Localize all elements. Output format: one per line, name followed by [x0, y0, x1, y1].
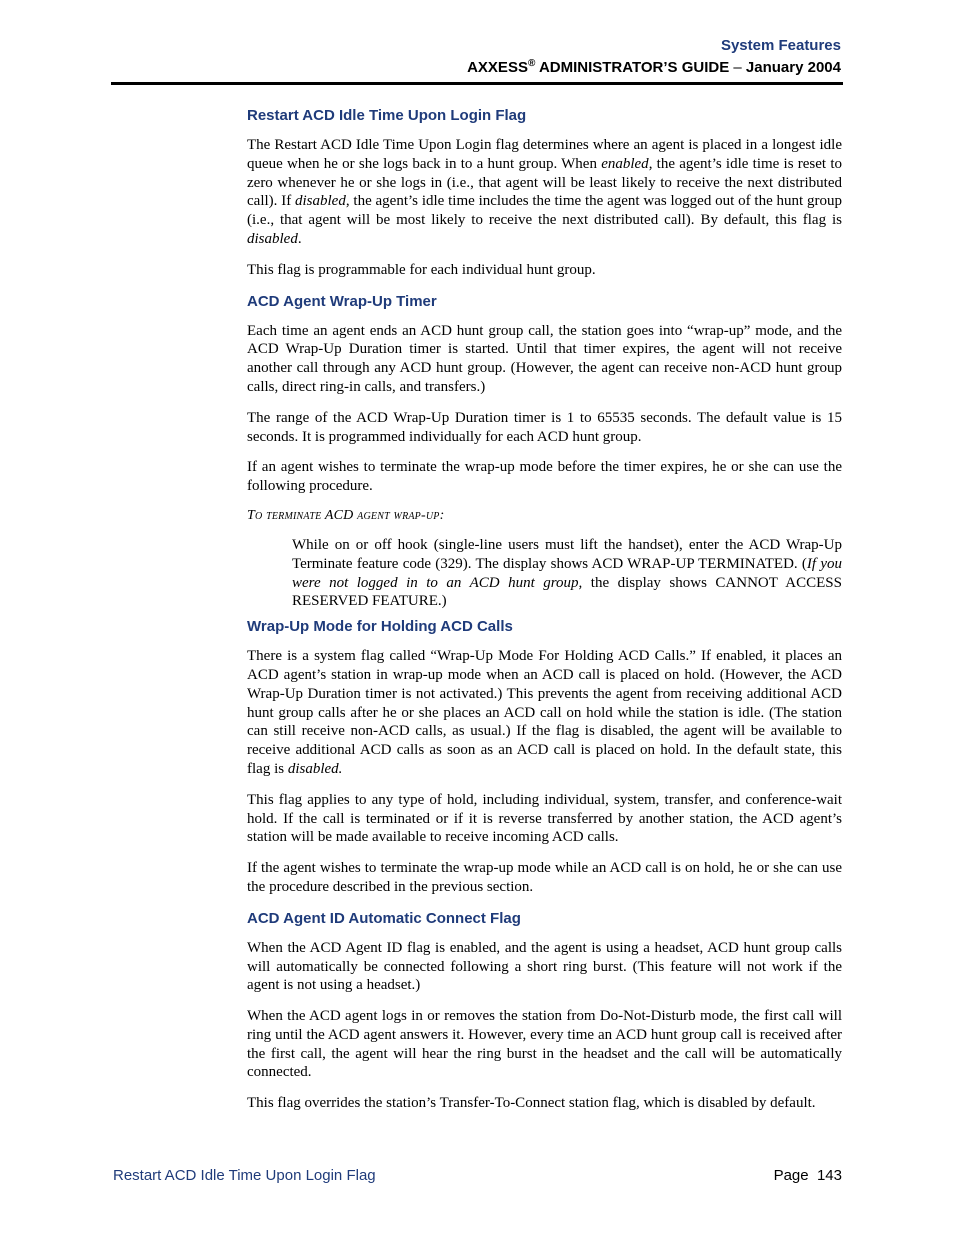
registered-mark: ® [527, 58, 536, 69]
section-title-wrapup: ACD Agent Wrap-Up Timer [247, 292, 437, 310]
wrapup-paragraph-1: Each time an agent ends an ACD hunt group call, the station goes into “wrap-up” mode, and the ACD Wrap-Up Duration timer is started. Until that timer expires, the agent will not receive another call through any ACD hunt group. (However, the agent can receive non-ACD hunt group calls, direct ring-in calls, and transfers.) [247, 322, 842, 395]
header-rule [111, 82, 843, 85]
footer-page [774, 1167, 842, 1184]
header-section-title: System Features [720, 37, 841, 54]
section-title-restart: Restart ACD Idle Time Upon Login Flag [247, 107, 527, 124]
page-number: 143 [816, 1167, 842, 1184]
emphasis: disabled [247, 230, 298, 247]
section-title-holding: Wrap-Up Mode for Holding ACD Calls [247, 618, 513, 636]
page-label: Page [773, 1167, 809, 1184]
text-run: , the agent’s idle time includes the time the agent was logged out of the hunt group (i.e., that agent will be most likely to receive the next distributed call). By default, this flag is [247, 193, 842, 229]
emphasis: disabled. [287, 760, 343, 777]
restart-paragraph-2: This flag is programmable for each individual hunt group. [247, 261, 596, 278]
procedure-step [292, 536, 842, 611]
guide-dash: – [729, 59, 746, 76]
guide-brand: AXXESS [467, 59, 528, 76]
text-run: While on or off hook (single-line users must lift the handset), enter the ACD Wrap-Up Terminate feature code (329). The display shows ACD WRAP-UP TERMINATED. ( [292, 536, 842, 572]
emphasis: enabled [601, 155, 649, 172]
restart-paragraph-1 [247, 136, 842, 249]
text-run: The Restart ACD Idle Time Upon Login flag determines where an agent is placed in a longest idle queue when he or she logs back in to a hunt group. When [247, 137, 842, 172]
holding-paragraph-3: If the agent wishes to terminate the wrap-up mode while an ACD call is on hold, he or she can use the procedure described in the previous section. [247, 860, 842, 895]
section-title-connect: ACD Agent ID Automatic Connect Flag [247, 909, 521, 927]
wrapup-paragraph-2: The range of the ACD Wrap-Up Duration timer is 1 to 65535 seconds. The default value is 15 seconds. It is programmed individually for each ACD hunt group. [247, 409, 842, 445]
holding-paragraph-2: This flag applies to any type of hold, including individual, system, transfer, and conference-wait hold. If the call is terminated or if it is reverse transferred by another station, the ACD agent’s station will be made available to receive incoming ACD calls. [247, 791, 842, 846]
connect-paragraph-2: When the ACD agent logs in or removes the station from Do-Not-Disturb mode, the first call will ring until the ACD agent answers it. However, every time an ACD hunt group call is received after the first call, the agent will hear the ring burst in the headset and the call will be automatically connected. [247, 1008, 842, 1081]
emphasis: disabled [295, 193, 346, 210]
guide-date: January 2004 [745, 59, 841, 76]
guide-title: ADMINISTRATOR’S GUIDE [535, 59, 730, 76]
header-guide-title [467, 59, 841, 76]
emphasis: If you were not logged in to an ACD hunt group, [292, 555, 842, 591]
holding-paragraph-1 [247, 647, 842, 779]
text-run: the display shows CANNOT ACCESS RESERVED FEATURE.) [292, 574, 842, 610]
text-run: . [297, 230, 302, 247]
page-content [247, 106, 842, 1125]
text-run: , the agent’s idle time is reset to zero whenever he or she logs in (i.e., that agent will be least likely to receive the next distributed call). If [247, 155, 842, 210]
procedure-title: To terminate ACD agent wrap-up: [247, 507, 445, 523]
wrapup-paragraph-3: If an agent wishes to terminate the wrap-up mode before the timer expires, he or she can use the following procedure. [247, 459, 842, 495]
connect-paragraph-1: When the ACD Agent ID flag is enabled, and the agent is using a headset, ACD hunt group calls will automatically be connected following a short ring burst. (This feature will not work if the agent is not using a headset.) [247, 939, 842, 994]
connect-paragraph-3: This flag overrides the station’s Transfer-To-Connect station flag, which is disabled by default. [247, 1095, 816, 1112]
text-run: There is a system flag called “Wrap-Up Mode For Holding ACD Calls.” If enabled, it places an ACD agent’s station in wrap-up mode when an ACD call is placed on hold. (However, the ACD Wrap-Up Duration timer is not activated.) This prevents the agent from receiving additional ACD hunt group calls after he or she places an ACD call on hold while the station is idle. (The station can still receive non-ACD calls, as usual.) If the flag is disabled, the agent will be available to receive additional ACD calls as soon as an ACD call is placed on hold. In the default state, this flag is [247, 648, 842, 777]
footer-section-title: Restart ACD Idle Time Upon Login Flag [113, 1167, 376, 1184]
